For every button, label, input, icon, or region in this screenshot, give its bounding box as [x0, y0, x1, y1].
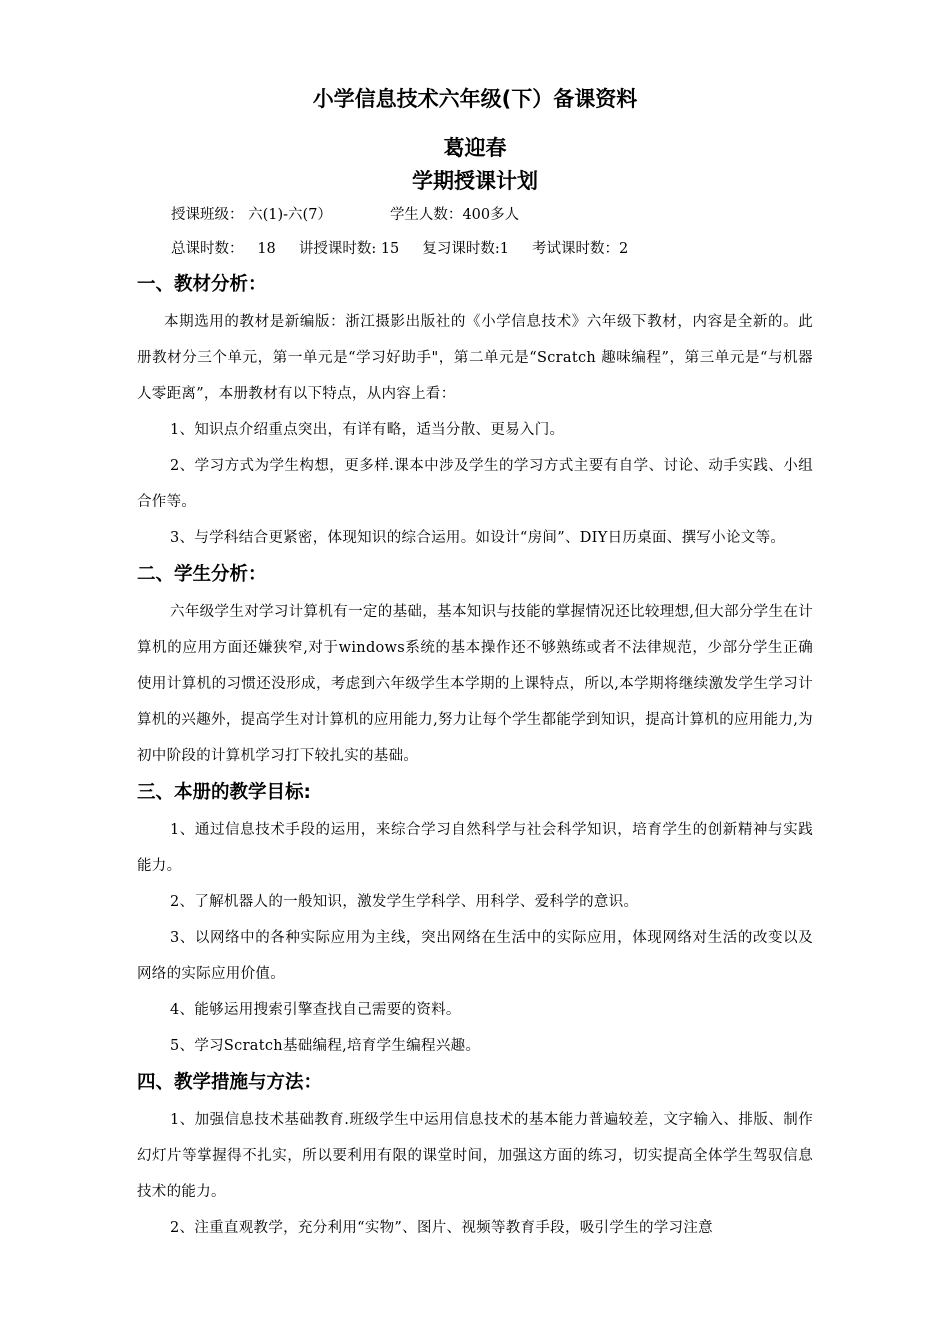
total-value: 18 — [257, 241, 276, 257]
section-heading-textbook-analysis: 一、教材分析： — [137, 274, 267, 295]
section-heading-student-analysis: 二、学生分析： — [137, 564, 267, 585]
paragraph: 3、以网络中的各种实际应用为主线，突出网络在生活中的实际应用，体现网络对生活的改变以及网络的实际应用价值。 — [137, 930, 813, 982]
plan-subtitle: 学期授课计划 — [412, 169, 538, 193]
document-title: 小学信息技术六年级(下）备课资料 — [312, 87, 638, 111]
review-value: 1 — [499, 241, 509, 257]
section-heading-teaching-methods: 四、教学措施与方法： — [137, 1072, 323, 1093]
paragraph: 3、与学科结合更紧密，体现知识的综合运用。如设计“房间”、DIY日历桌面、撰写小论文等。 — [170, 530, 786, 546]
paragraph: 2、了解机器人的一般知识，激发学生学科学、用科学、爱科学的意识。 — [170, 894, 639, 910]
paragraph: 1、加强信息技术基础教育.班级学生中运用信息技术的基本能力普遍较差，文字输入、排版、制作幻灯片等掌握得不扎实，所以要利用有限的课堂时间，加强这方面的练习，切实提高全体学生驾驭信息技术的能力。 — [137, 1112, 813, 1200]
info-line-hours — [137, 232, 813, 266]
paragraph: 本期选用的教材是新编版：浙江摄影出版社的《小学信息技术》六年级下教材，内容是全新的。此册教材分三个单元，第一单元是“学习好助手"，第二单元是“Scratch 趣味编程”，第三单元是“与机器人零距离”，本册教材有以下特点，从内容上看： — [137, 314, 813, 402]
students-label: 学生人数： — [389, 207, 463, 223]
paragraph: 六年级学生对学习计算机有一定的基础，基本知识与技能的掌握情况还比较理想,但大部分学生在计算机的应用方面还嫌狭窄,对于windows系统的基本操作还不够熟练或者不法律规范，少部分学生正确使用计算机的习惯还没形成，考虑到六年级学生本学期的上课特点，所以,本学期将继续激发学生学习计算机的兴趣外，提高学生对计算机的应用能力,努力让每个学生都能学到知识，提高计算机的应用能力,为初中阶段的计算机学习打下较扎实的基础。 — [137, 604, 813, 764]
class-label: 授课班级： — [171, 207, 244, 223]
exam-value: 2 — [619, 241, 629, 257]
paragraph: 1、知识点介绍重点突出，有详有略，适当分散、更易入门。 — [170, 422, 565, 438]
total-label: 总课时数： — [171, 241, 244, 257]
students-value: 400多人 — [462, 207, 520, 223]
author-name: 葛迎春 — [443, 136, 507, 160]
lecture-label: 讲授课时数: — [298, 241, 377, 257]
info-line-class — [137, 198, 813, 232]
paragraph: 1、通过信息技术手段的运用，来综合学习自然科学与社会科学知识，培育学生的创新精神与实践能力。 — [137, 822, 813, 874]
paragraph: 2、学习方式为学生构想，更多样.课本中涉及学生的学习方式主要有自学、讨论、动手实践、小组合作等。 — [137, 458, 813, 510]
section-heading-teaching-goals: 三、本册的教学目标: — [137, 782, 311, 803]
paragraph: 4、能够运用搜索引擎查找自己需要的资料。 — [170, 1002, 461, 1018]
lecture-value: 15 — [380, 241, 400, 257]
document-page — [137, 78, 813, 1246]
paragraph: 2、注重直观教学，充分利用“实物”、图片、视频等教育手段，吸引学生的学习注意 — [170, 1220, 713, 1236]
paragraph: 5、学习Scratch基础编程,培育学生编程兴趣。 — [170, 1038, 481, 1054]
exam-label: 考试课时数： — [532, 241, 619, 257]
class-value: 六(1)-六(7） — [248, 207, 332, 223]
review-label: 复习课时数: — [422, 241, 500, 257]
